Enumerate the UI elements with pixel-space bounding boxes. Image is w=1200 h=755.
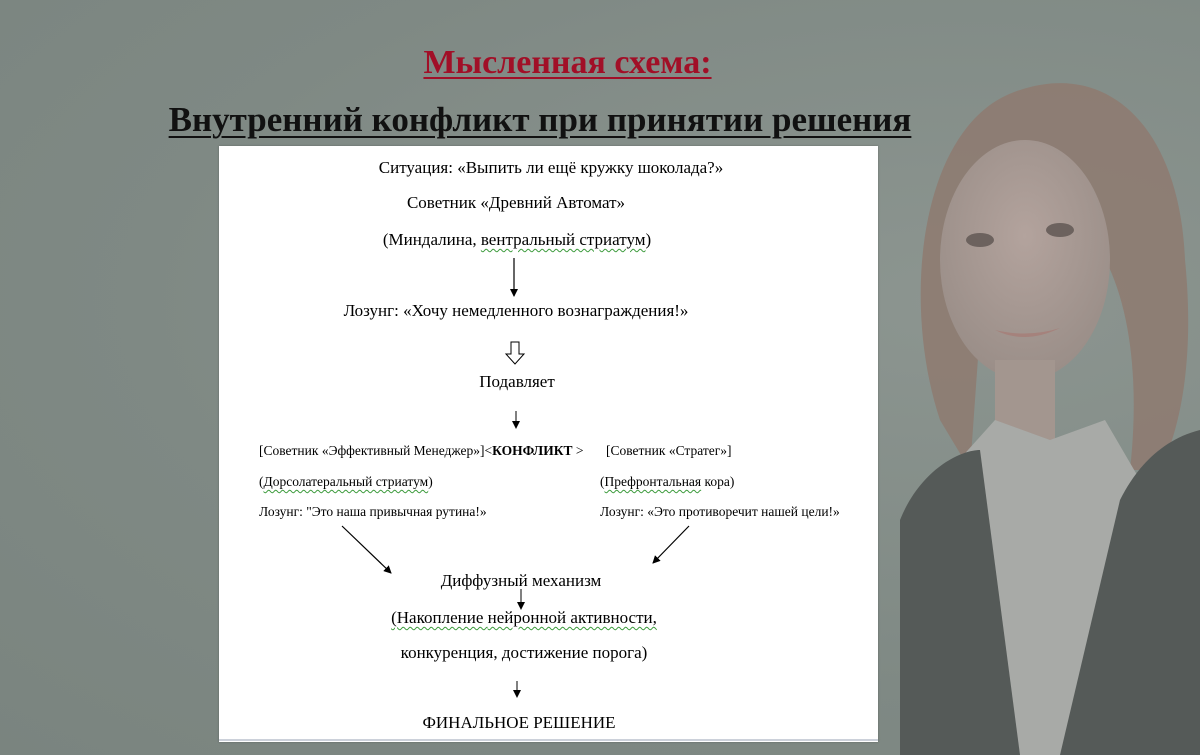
strategist-region-open: ( (600, 474, 605, 489)
arrow-strategist-to-diffuse (653, 526, 689, 563)
manager-region-close: ) (428, 474, 433, 489)
suppresses-text: Подавляет (479, 372, 555, 391)
region-underlined: вентральный стриатум (480, 230, 646, 249)
slide-title: Мысленная схема: (423, 44, 712, 81)
advisor-ancient-label: Советник «Древний Автомат» (406, 193, 626, 212)
manager-slogan: Лозунг: "Это наша привычная рутина!» (259, 504, 487, 519)
strategist-slogan: Лозунг: «Это противоречит нашей цели!» (600, 504, 840, 519)
final-decision: ФИНАЛЬНОЕ РЕШЕНИЕ (422, 713, 616, 732)
strategist-region-rest: кора) (701, 474, 735, 489)
competition-text: конкуренция, достижение порога) (400, 643, 648, 662)
slide-subtitle: Внутренний конфликт при принятии решения (168, 100, 912, 139)
diagram-arrows (219, 146, 878, 742)
manager-bracket: [Советник «Эффективный Менеджер»]< (259, 443, 493, 458)
slogan-reward-text: Лозунг: «Хочу немедленного вознаграждения!» (343, 301, 689, 320)
diagram-document (219, 146, 878, 742)
region-close: ) (645, 230, 652, 249)
arrow-manager-to-diffuse (342, 526, 391, 573)
conflict-close: > (572, 443, 584, 458)
manager-region-underlined: Дорсолатеральный стриатум (263, 474, 429, 489)
region-open: (Миндалина, (382, 230, 481, 249)
accumulation-underlined: нейронной активности, (487, 608, 657, 627)
hollow-down-arrow (506, 342, 524, 364)
strategist-region-underlined: Префронтальная (604, 474, 702, 489)
diffuse-mechanism: Диффузный механизм (440, 571, 602, 590)
manager-region-open: ( (259, 474, 264, 489)
strategist-label: [Советник «Стратег»] (606, 443, 732, 458)
accumulation-open: (Накопление (391, 608, 488, 627)
conflict-label: КОНФЛИКТ (492, 443, 573, 458)
situation-text: Ситуация: «Выпить ли ещё кружку шоколада?» (378, 158, 724, 177)
